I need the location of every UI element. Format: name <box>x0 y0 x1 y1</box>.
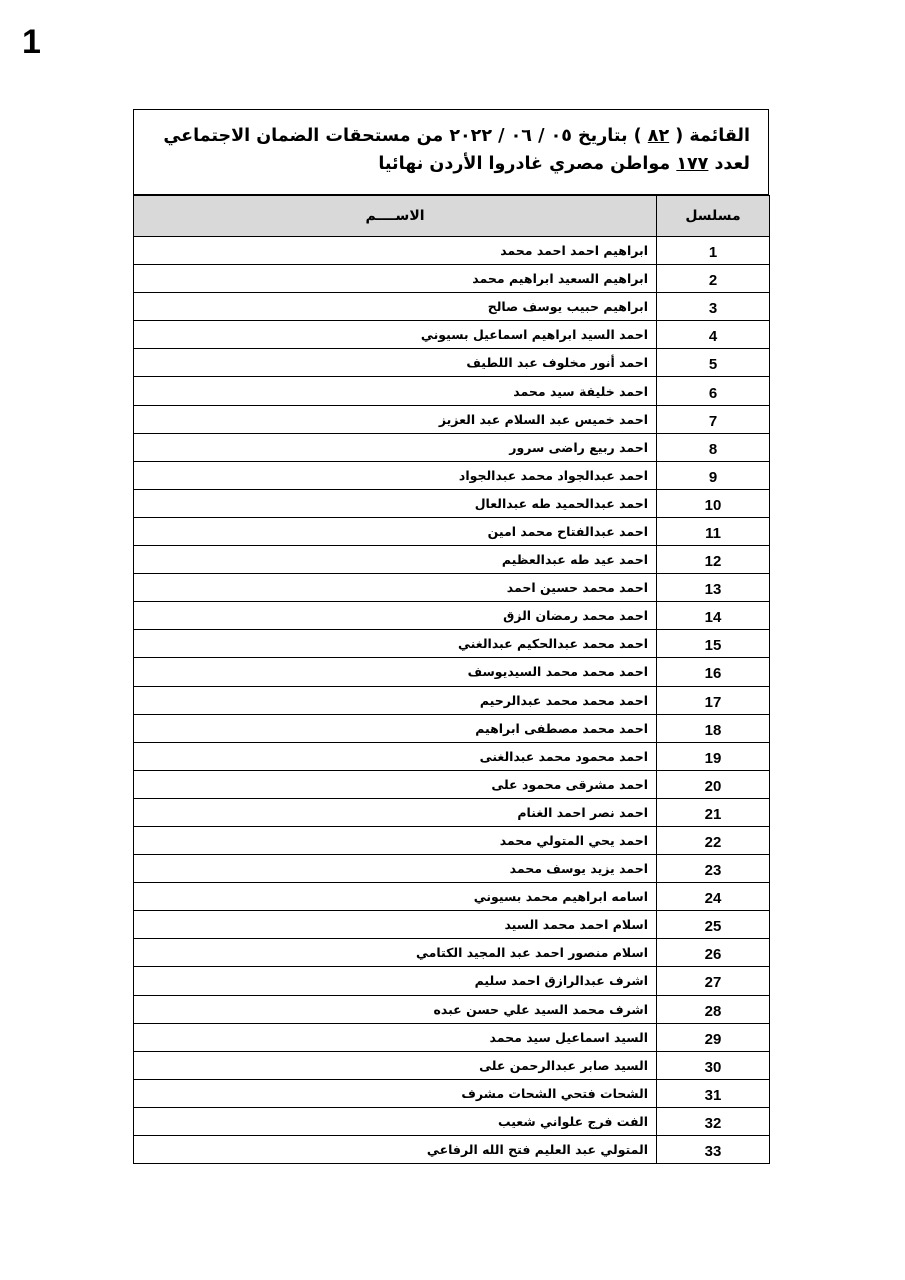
table-row <box>134 517 770 545</box>
table-row <box>134 911 770 939</box>
name-cell: احمد محمد محمد السيديوسف <box>134 658 657 686</box>
serial-cell: 16 <box>657 658 770 686</box>
name-cell: احمد محمود محمد عبدالغنى <box>134 742 657 770</box>
name-cell: ابراهيم حبيب يوسف صالح <box>134 293 657 321</box>
name-cell: السيد اسماعيل سيد محمد <box>134 1023 657 1051</box>
title-prefix: القائمة ( <box>675 126 750 146</box>
table-row <box>134 798 770 826</box>
table-body <box>134 237 770 1164</box>
serial-cell: 22 <box>657 826 770 854</box>
serial-cell: 33 <box>657 1136 770 1164</box>
name-cell: الشحات فتحي الشحات مشرف <box>134 1079 657 1107</box>
table-row <box>134 405 770 433</box>
table-row <box>134 489 770 517</box>
serial-cell: 25 <box>657 911 770 939</box>
name-cell: احمد عبدالحميد طه عبدالعال <box>134 489 657 517</box>
name-cell: احمد ربيع راضى سرور <box>134 433 657 461</box>
name-cell: اسلام احمد محمد السيد <box>134 911 657 939</box>
count-prefix: لعدد <box>714 154 750 174</box>
table-row <box>134 461 770 489</box>
table-row <box>134 714 770 742</box>
serial-cell: 18 <box>657 714 770 742</box>
name-cell: احمد محمد رمضان الزق <box>134 602 657 630</box>
serial-cell: 31 <box>657 1079 770 1107</box>
serial-cell: 4 <box>657 321 770 349</box>
serial-cell: 20 <box>657 770 770 798</box>
page-number: 1 <box>22 23 41 61</box>
table-row <box>134 349 770 377</box>
serial-cell: 23 <box>657 855 770 883</box>
name-cell: احمد محمد عبدالحكيم عبدالغني <box>134 630 657 658</box>
table-row <box>134 377 770 405</box>
title-box <box>133 109 769 195</box>
name-cell: السيد صابر عبدالرحمن على <box>134 1051 657 1079</box>
count-suffix: مواطن مصري غادروا الأردن نهائيا <box>378 154 671 174</box>
serial-cell: 32 <box>657 1107 770 1135</box>
table-row <box>134 602 770 630</box>
table-row <box>134 1107 770 1135</box>
table-row <box>134 265 770 293</box>
serial-cell: 14 <box>657 602 770 630</box>
name-cell: الفت فرج علواني شعيب <box>134 1107 657 1135</box>
title-date-text: ) بتاريخ ٠٥ / ٠٦ / ٢٠٢٢ من مستحقات الضمان الاجتماعي <box>163 126 642 146</box>
table-row <box>134 883 770 911</box>
serial-cell: 1 <box>657 237 770 265</box>
name-cell: احمد عبدالجواد محمد عبدالجواد <box>134 461 657 489</box>
serial-cell: 12 <box>657 546 770 574</box>
name-cell: احمد يزيد يوسف محمد <box>134 855 657 883</box>
serial-cell: 6 <box>657 377 770 405</box>
serial-cell: 19 <box>657 742 770 770</box>
table-row <box>134 1136 770 1164</box>
name-cell: احمد يحي المتولي محمد <box>134 826 657 854</box>
name-cell: اشرف محمد السيد علي حسن عبده <box>134 995 657 1023</box>
table-row <box>134 686 770 714</box>
name-cell: احمد مشرقى محمود على <box>134 770 657 798</box>
table-row <box>134 574 770 602</box>
serial-cell: 7 <box>657 405 770 433</box>
serial-cell: 17 <box>657 686 770 714</box>
name-cell: احمد السيد ابراهيم اسماعيل بسيوني <box>134 321 657 349</box>
table-row <box>134 855 770 883</box>
name-cell: احمد محمد مصطفى ابراهيم <box>134 714 657 742</box>
serial-cell: 15 <box>657 630 770 658</box>
table-row <box>134 658 770 686</box>
name-cell: احمد أنور مخلوف عبد اللطيف <box>134 349 657 377</box>
table-row <box>134 939 770 967</box>
serial-cell: 9 <box>657 461 770 489</box>
table-row <box>134 433 770 461</box>
table-row <box>134 826 770 854</box>
name-cell: اسلام منصور احمد عبد المجيد الكتامي <box>134 939 657 967</box>
name-cell: المتولي عبد العليم فتح الله الرفاعي <box>134 1136 657 1164</box>
table-row <box>134 630 770 658</box>
serial-cell: 21 <box>657 798 770 826</box>
serial-cell: 2 <box>657 265 770 293</box>
table-row <box>134 770 770 798</box>
name-cell: احمد خليفة سيد محمد <box>134 377 657 405</box>
name-cell: ابراهيم السعيد ابراهيم محمد <box>134 265 657 293</box>
name-cell: احمد عبدالفتاح محمد امين <box>134 517 657 545</box>
table-row <box>134 1051 770 1079</box>
serial-cell: 13 <box>657 574 770 602</box>
name-cell: اشرف عبدالرازق احمد سليم <box>134 967 657 995</box>
serial-cell: 3 <box>657 293 770 321</box>
serial-cell: 26 <box>657 939 770 967</box>
citizen-count: ١٧٧ <box>676 154 709 174</box>
document <box>133 109 769 1164</box>
table-row <box>134 742 770 770</box>
table-row <box>134 546 770 574</box>
serial-cell: 8 <box>657 433 770 461</box>
list-number: ٨٢ <box>647 126 670 146</box>
names-table <box>133 195 770 1164</box>
table-row <box>134 967 770 995</box>
name-cell: احمد نصر احمد الغنام <box>134 798 657 826</box>
table-row <box>134 995 770 1023</box>
serial-header: مسلسل <box>657 196 770 237</box>
title-line-1 <box>152 122 750 150</box>
table-row <box>134 1079 770 1107</box>
table-row <box>134 1023 770 1051</box>
title-line-2 <box>152 150 750 178</box>
name-cell: احمد محمد محمد عبدالرحيم <box>134 686 657 714</box>
name-cell: احمد محمد حسين احمد <box>134 574 657 602</box>
name-cell: ابراهيم احمد احمد محمد <box>134 237 657 265</box>
name-cell: احمد عيد طه عبدالعظيم <box>134 546 657 574</box>
serial-cell: 5 <box>657 349 770 377</box>
serial-cell: 10 <box>657 489 770 517</box>
serial-cell: 30 <box>657 1051 770 1079</box>
serial-cell: 28 <box>657 995 770 1023</box>
serial-cell: 24 <box>657 883 770 911</box>
serial-cell: 29 <box>657 1023 770 1051</box>
name-cell: احمد خميس عبد السلام عبد العزيز <box>134 405 657 433</box>
serial-cell: 27 <box>657 967 770 995</box>
table-row <box>134 293 770 321</box>
name-header: الاســــم <box>134 196 657 237</box>
table-row <box>134 321 770 349</box>
serial-cell: 11 <box>657 517 770 545</box>
table-header-row <box>134 196 770 237</box>
table-row <box>134 237 770 265</box>
name-cell: اسامه ابراهيم محمد بسيوني <box>134 883 657 911</box>
